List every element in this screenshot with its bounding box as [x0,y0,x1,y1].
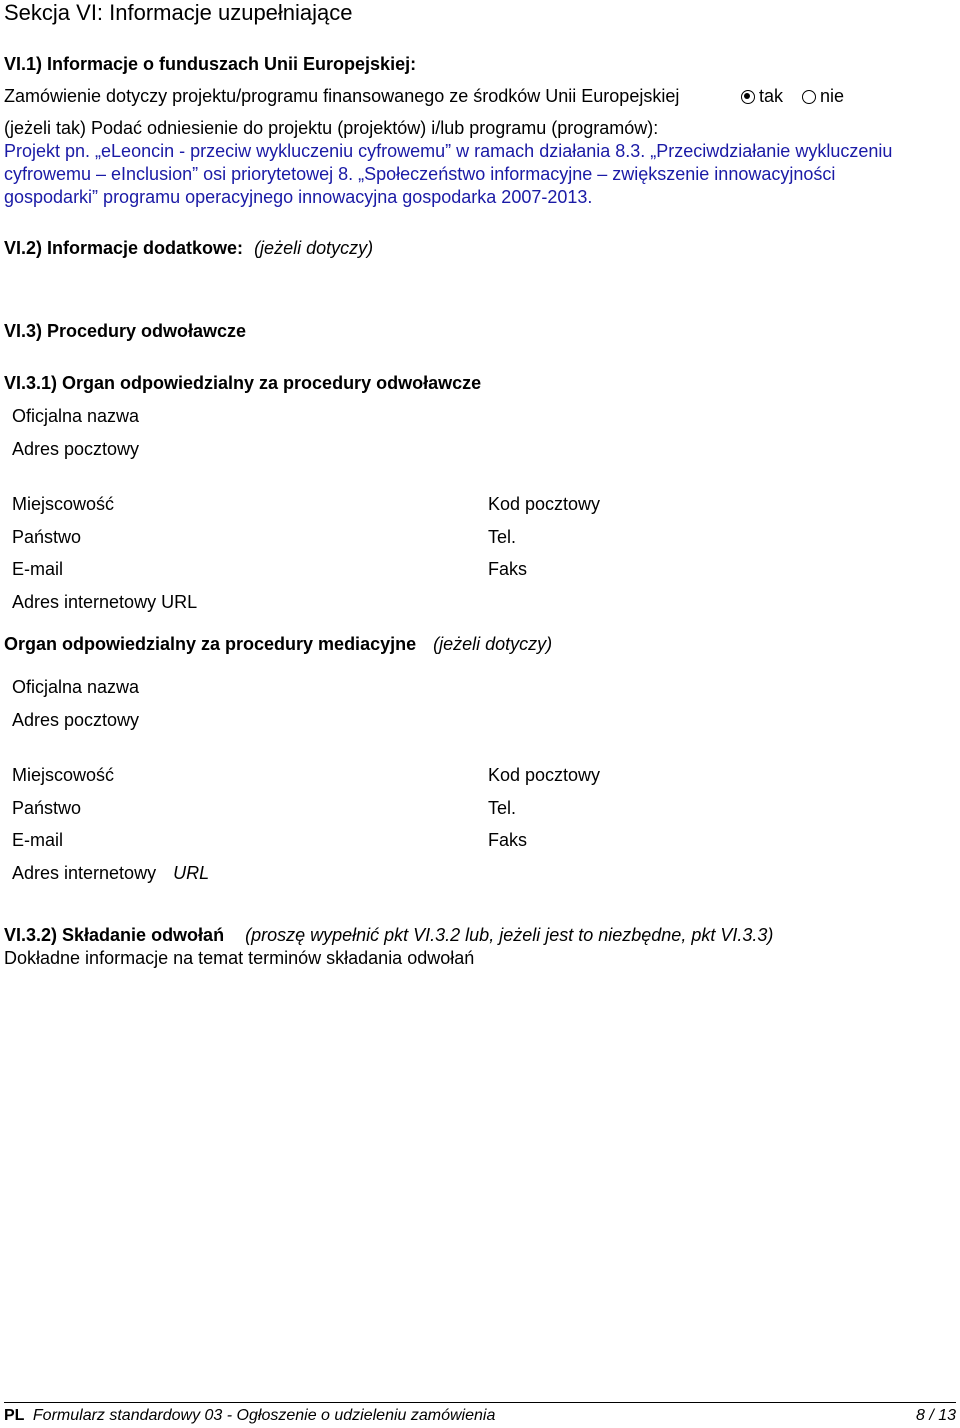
vi32-note: (proszę wypełnić pkt VI.3.2 lub, jeżeli jest to niezbędne, pkt VI.3.3) [245,925,774,945]
footer-form-name: Formularz standardowy 03 - Ogłoszenie o udzieleniu zamówienia [32,1407,496,1424]
mediation-url-suffix: URL [173,863,210,883]
mediation-official-name-label: Oficjalna nazwa [12,677,140,697]
vi32-text: Dokładne informacje na temat terminów składania odwołań [4,948,475,968]
radio-label-nie: nie [820,86,845,106]
mediation-country-label: Państwo [12,798,82,818]
mediation-postal-code-label: Kod pocztowy [488,765,601,785]
mediation-postal-address-label: Adres pocztowy [12,710,140,730]
eu-funds-radio-group [741,86,844,107]
eu-funds-question: Zamówienie dotyczy projektu/programu finansowanego ze środków Unii Europejskiej [4,86,680,106]
footer-left [4,1407,495,1425]
reference-line: cyfrowemu – eInclusion” osi priorytetowej 8. „Społeczeństwo informacyjne – zwiększenie innowacyjności [4,164,836,184]
mediation-url-row [12,863,209,884]
appeal-tel-label: Tel. [488,527,517,547]
section-title: Sekcja VI: Informacje uzupełniające [4,0,353,25]
radio-option-nie[interactable] [802,86,844,106]
reference-line: gospodarki” programu operacyjnego innowacyjna gospodarka 2007-2013. [4,187,593,207]
eu-funds-question-row [4,86,679,107]
mediation-url-label: Adres internetowy [12,863,157,883]
reference-line: Projekt pn. „eLeoncin - przeciw wykluczeniu cyfrowemu” w ramach działania 8.3. „Przeciwdziałanie wykluczeniu [4,141,893,161]
radio-label-tak: tak [759,86,784,106]
vi2-heading: VI.2) Informacje dodatkowe: [4,238,244,258]
radio-unchecked-icon[interactable] [802,90,816,104]
appeal-country-label: Państwo [12,527,82,547]
mediation-town-label: Miejscowość [12,765,115,785]
radio-option-tak[interactable] [741,86,788,106]
reference-label: (jeżeli tak) Podać odniesienie do projektu (projektów) i/lub programu (programów): [4,118,659,138]
vi1-heading: VI.1) Informacje o funduszach Unii Europejskiej: [4,54,417,74]
mediation-heading-row [4,634,552,655]
vi32-heading: VI.3.2) Składanie odwołań [4,925,225,945]
mediation-email-label: E-mail [12,830,64,850]
appeal-email-label: E-mail [12,559,64,579]
appeal-postal-code-label: Kod pocztowy [488,494,601,514]
vi31-heading: VI.3.1) Organ odpowiedzialny za procedury odwoławcze [4,373,482,393]
mediation-heading: Organ odpowiedzialny za procedury mediacyjne [4,634,417,654]
vi2-note: (jeżeli dotyczy) [254,238,374,258]
mediation-fax-label: Faks [488,830,528,850]
appeal-url-label: Adres internetowy URL [12,592,198,612]
vi3-heading: VI.3) Procedury odwoławcze [4,321,247,341]
vi2-heading-row [4,238,373,259]
footer-lang: PL [4,1407,25,1424]
footer-page-number: 8 / 13 [915,1407,956,1424]
mediation-note: (jeżeli dotyczy) [433,634,553,654]
appeal-postal-address-label: Adres pocztowy [12,439,140,459]
footer-divider [4,1402,956,1403]
radio-checked-icon[interactable] [741,90,755,104]
appeal-fax-label: Faks [488,559,528,579]
mediation-tel-label: Tel. [488,798,517,818]
appeal-official-name-label: Oficjalna nazwa [12,406,140,426]
vi32-heading-row [4,925,773,946]
appeal-town-label: Miejscowość [12,494,115,514]
